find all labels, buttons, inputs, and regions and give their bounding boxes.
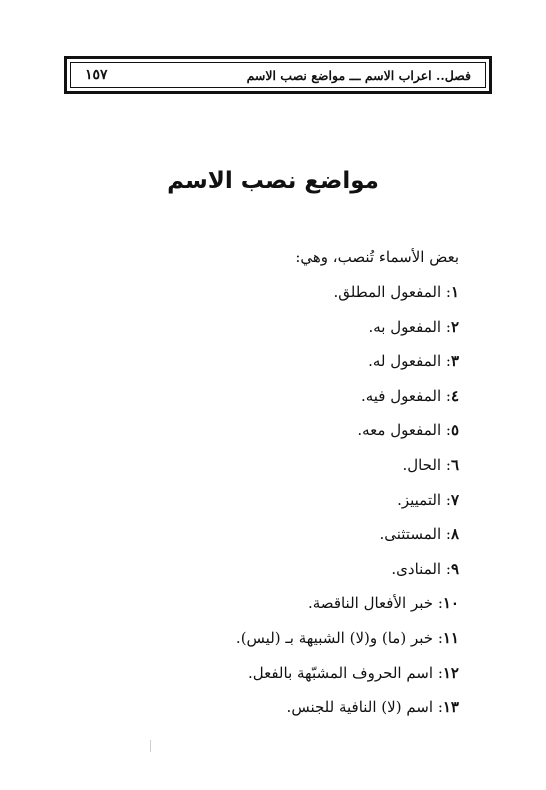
item-number: ١٠ [442,594,459,613]
item-text: اسم الحروف المشبّهة بالفعل. [247,663,434,682]
item-number: ٣ [450,352,459,371]
item-number: ٥ [450,421,459,440]
list-item: ٦: الحال. [402,455,459,474]
item-number: ١٢ [442,663,459,682]
item-text: المفعول به. [368,317,442,336]
list-item: ٧: التمييز. [397,490,459,509]
item-number: ٨ [450,525,459,544]
item-number: ٤ [450,386,459,405]
running-header-inner-border [70,62,486,88]
item-text: التمييز. [397,490,442,509]
page-body [59,240,459,725]
item-text: المستثنى. [379,525,442,544]
list-item: ٩: المنادى. [391,559,459,578]
item-number: ١٣ [442,698,459,717]
item-number: ١١ [442,628,459,647]
item-number: ٦ [450,455,459,474]
intro-line: بعض الأسماء تُنصب، وهي: [295,248,459,266]
list-item: ١: المفعول المطلق. [333,283,459,301]
running-header-title: فصل.. اعراب الاسم ـــ مواضع نصب الاسم [246,67,471,83]
item-text: المفعول معه. [357,421,442,440]
item-number: ٢ [450,317,459,336]
list-item: ٥: المفعول معه. [357,421,459,440]
list-item: ٣: المفعول له. [368,352,459,371]
item-text: المفعول المطلق. [333,283,442,301]
list-item: ٤: المفعول فيه. [360,386,459,405]
item-number: ٧ [450,490,459,509]
page-number: ١٥٧ [85,67,108,83]
list-item: ١٣: اسم (لا) النافية للجنس. [286,698,459,717]
list-item: ١١: خبر (ما) و(لا) الشبيهة بـ (ليس). [235,628,459,647]
list-item: ١٠: خبر الأفعال الناقصة. [308,594,459,613]
item-text: المفعول فيه. [360,386,442,405]
item-number: ٩ [450,559,459,578]
item-text: خبر الأفعال الناقصة. [308,594,434,613]
item-text: الحال. [402,455,442,474]
item-text: خبر (ما) و(لا) الشبيهة بـ (ليس). [235,628,434,647]
item-text: المنادى. [391,559,442,578]
scan-mark [150,740,151,752]
list-item: ١٢: اسم الحروف المشبّهة بالفعل. [247,663,459,682]
item-number: ١ [450,283,459,301]
section-heading: مواضع نصب الاسم [167,168,379,194]
item-text: المفعول له. [368,352,442,371]
positions-list [59,275,459,725]
list-item: ٢: المفعول به. [368,317,459,336]
item-text: اسم (لا) النافية للجنس. [286,698,434,717]
list-item: ٨: المستثنى. [379,525,459,544]
running-header [64,56,492,94]
